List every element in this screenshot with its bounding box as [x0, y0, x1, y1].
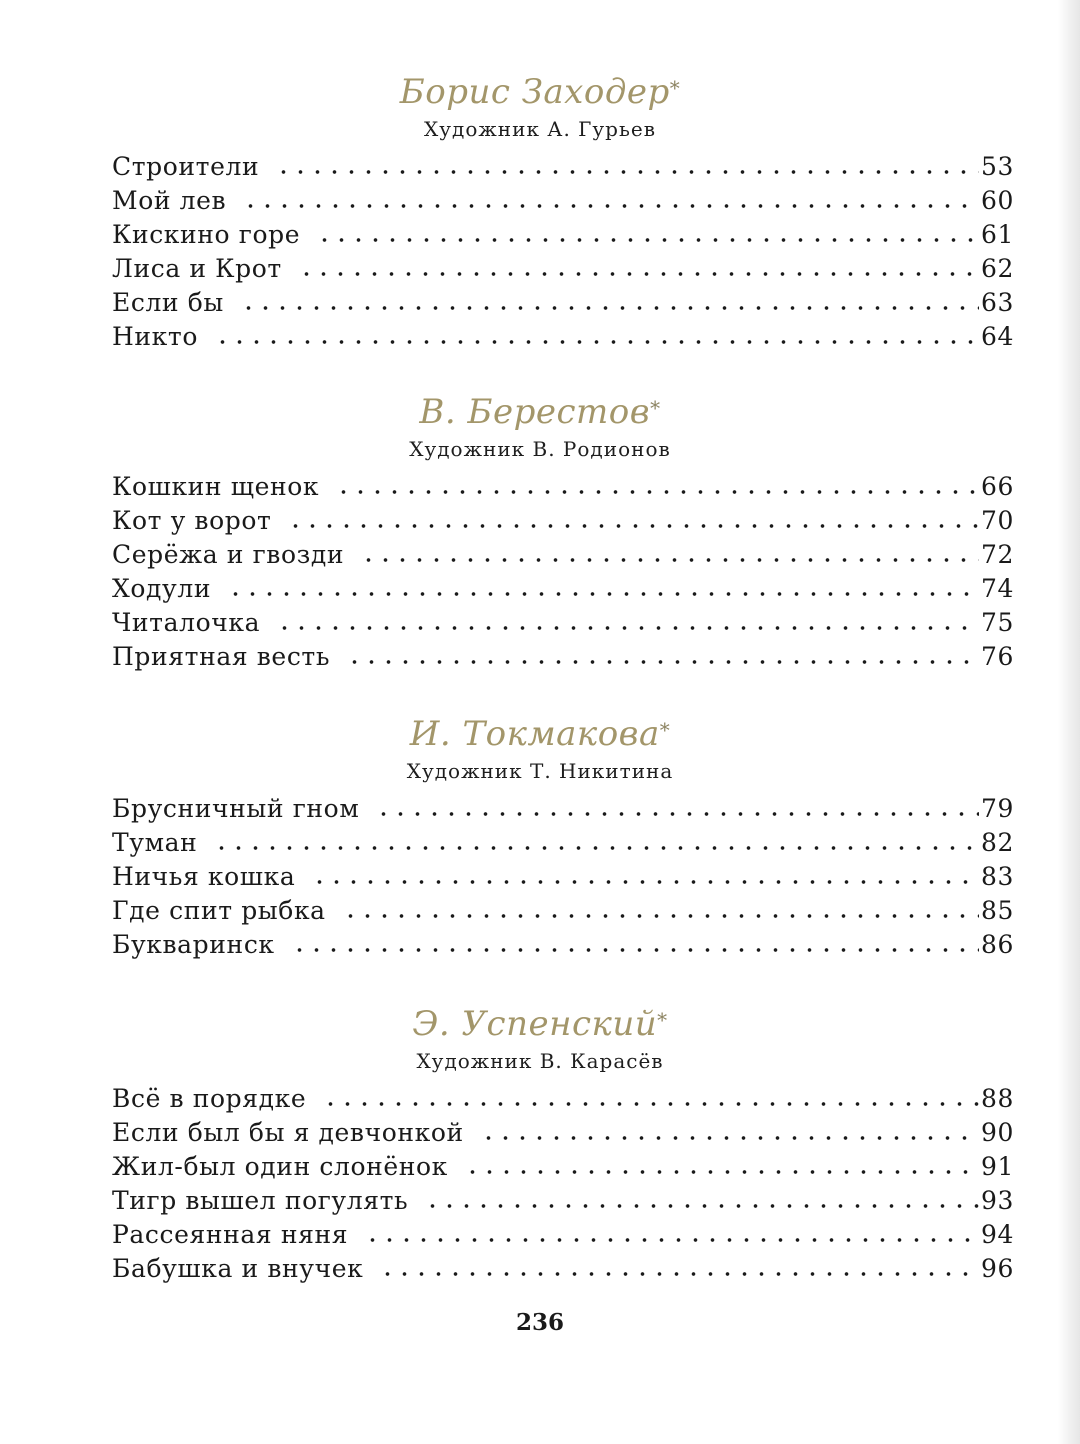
dot-leader [360, 557, 979, 563]
dot-leader [240, 305, 979, 311]
dot-leader [242, 203, 979, 209]
dot-leader [322, 1101, 979, 1107]
dot-leader [213, 845, 979, 851]
dot-leader [275, 169, 979, 175]
entry-title: Бабушка и внучек [112, 1254, 364, 1283]
entry-title: Туман [112, 828, 198, 857]
entry-page: 63 [980, 288, 1014, 317]
toc-entry[interactable] [112, 286, 1014, 320]
entry-title: Ходули [112, 574, 212, 603]
illustrator-credit: Художник В. Родионов [409, 437, 671, 461]
asterisk-mark: * [659, 718, 671, 742]
toc-entry[interactable] [112, 860, 1014, 894]
entry-page: 62 [980, 254, 1014, 283]
entry-page: 83 [980, 862, 1014, 891]
entry-page: 96 [980, 1254, 1014, 1283]
toc-entry[interactable] [112, 320, 1014, 354]
entry-page: 90 [980, 1118, 1014, 1147]
toc-entry[interactable] [112, 1116, 1014, 1150]
toc-entry[interactable] [112, 606, 1014, 640]
entry-title: Лиса и Крот [112, 254, 282, 283]
toc-entry[interactable] [112, 470, 1014, 504]
entry-title: Мой лев [112, 186, 227, 215]
dot-leader [291, 947, 979, 953]
entry-title: Всё в порядке [112, 1084, 307, 1113]
dot-leader [335, 489, 979, 495]
toc-entry[interactable] [112, 1184, 1014, 1218]
toc-entry[interactable] [112, 792, 1014, 826]
entry-page: 75 [980, 608, 1014, 637]
entry-title: Кошкин щенок [112, 472, 320, 501]
dot-leader [298, 271, 979, 277]
toc-entry[interactable] [112, 572, 1014, 606]
toc-entry-list [112, 470, 1014, 674]
illustrator-credit: Художник Т. Никитина [406, 759, 674, 783]
entry-title: Кискино горе [112, 220, 301, 249]
asterisk-mark: * [669, 76, 681, 100]
dot-leader [375, 811, 979, 817]
toc-entry[interactable] [112, 1218, 1014, 1252]
entry-title: Ничья кошка [112, 862, 296, 891]
dot-leader [287, 523, 979, 529]
author-heading: Э. Успенский* [412, 1004, 668, 1044]
entry-page: 93 [980, 1186, 1014, 1215]
entry-page: 91 [980, 1152, 1014, 1181]
toc-entry[interactable] [112, 928, 1014, 962]
entry-title: Где спит рыбка [112, 896, 326, 925]
illustrator-credit: Художник А. Гурьев [424, 117, 656, 141]
entry-page: 79 [980, 794, 1014, 823]
toc-entry[interactable] [112, 150, 1014, 184]
entry-page: 82 [980, 828, 1014, 857]
dot-leader [316, 237, 979, 243]
entry-page: 88 [980, 1084, 1014, 1113]
dot-leader [346, 659, 979, 665]
illustrator-credit: Художник В. Карасёв [416, 1049, 664, 1073]
toc-entry-list [112, 150, 1014, 354]
entry-page: 60 [980, 186, 1014, 215]
dot-leader [214, 339, 979, 345]
entry-page: 74 [980, 574, 1014, 603]
author-heading: И. Токмакова* [409, 714, 671, 754]
entry-title: Никто [112, 322, 198, 351]
entry-title: Если был бы я девчонкой [112, 1118, 464, 1147]
entry-title: Жил-был один слонёнок [112, 1152, 448, 1181]
toc-entry[interactable] [112, 504, 1014, 538]
asterisk-mark: * [650, 396, 661, 420]
entry-page: 53 [980, 152, 1014, 181]
dot-leader [364, 1237, 979, 1243]
entry-page: 86 [980, 930, 1014, 959]
entry-title: Если бы [112, 288, 224, 317]
toc-entry[interactable] [112, 1150, 1014, 1184]
entry-page: 61 [980, 220, 1014, 249]
entry-page: 85 [980, 896, 1014, 925]
page-number: 236 [515, 1309, 564, 1336]
toc-entry[interactable] [112, 184, 1014, 218]
dot-leader [424, 1203, 979, 1209]
toc-entry[interactable] [112, 640, 1014, 674]
toc-entry-list [112, 792, 1014, 962]
entry-title: Брусничный гном [112, 794, 360, 823]
dot-leader [227, 591, 979, 597]
entry-title: Кот у ворот [112, 506, 272, 535]
dot-leader [464, 1169, 979, 1175]
entry-page: 70 [980, 506, 1014, 535]
dot-leader [276, 625, 979, 631]
toc-entry[interactable] [112, 1082, 1014, 1116]
entry-page: 66 [980, 472, 1014, 501]
dot-leader [379, 1271, 979, 1277]
toc-entry[interactable] [112, 218, 1014, 252]
entry-page: 94 [980, 1220, 1014, 1249]
toc-entry[interactable] [112, 894, 1014, 928]
entry-title: Серёжа и гвозди [112, 540, 345, 569]
dot-leader [311, 879, 979, 885]
toc-entry[interactable] [112, 252, 1014, 286]
entry-title: Рассеянная няня [112, 1220, 349, 1249]
entry-page: 76 [980, 642, 1014, 671]
entry-page: 64 [980, 322, 1014, 351]
entry-title: Букваринск [112, 930, 275, 959]
author-heading: Борис Заходер* [399, 72, 681, 112]
entry-page: 72 [980, 540, 1014, 569]
entry-title: Строители [112, 152, 260, 181]
dot-leader [342, 913, 979, 919]
entry-title: Тигр вышел погулять [112, 1186, 409, 1215]
toc-entry[interactable] [112, 538, 1014, 572]
toc-entry[interactable] [112, 826, 1014, 860]
author-heading: В. Берестов* [419, 392, 661, 432]
entry-title: Приятная весть [112, 642, 331, 671]
entry-title: Читалочка [112, 608, 261, 637]
toc-entry[interactable] [112, 1252, 1014, 1286]
toc-entry-list [112, 1082, 1014, 1286]
dot-leader [480, 1135, 979, 1141]
asterisk-mark: * [657, 1008, 668, 1032]
